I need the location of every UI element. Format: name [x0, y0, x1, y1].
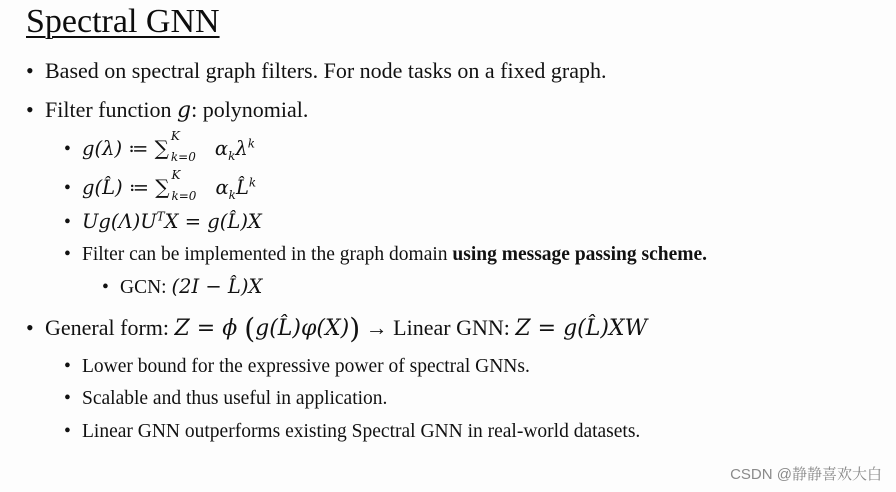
transpose-mark: T — [156, 209, 165, 224]
arrow-linear-gnn: → Linear GNN: — [360, 315, 516, 340]
formula-part-a: Ug(Λ)U — [82, 210, 157, 233]
gcn-formula: (2I − L̂)X — [171, 275, 263, 298]
coef-alpha: α — [215, 176, 229, 199]
sum-lower: k=0 — [171, 189, 197, 203]
formula-lhs: g(λ) ≔ — [82, 137, 155, 160]
bullet-lower-bound — [64, 354, 530, 380]
sum-symbol: ∑ — [155, 175, 170, 199]
bullet-marker: • — [64, 244, 71, 265]
bullet-general-form — [26, 314, 647, 343]
bullet-scalable — [64, 386, 387, 412]
bullet-marker: • — [102, 277, 109, 298]
bullet-marker: • — [64, 212, 71, 233]
bullet-gcn — [102, 274, 262, 301]
big-left-paren: ( — [244, 312, 256, 345]
bullet-marker: • — [64, 356, 71, 377]
bullet-filter-function — [26, 96, 308, 125]
bullet-marker: • — [64, 388, 71, 409]
formula-lhs: g(L̂) ≔ — [82, 176, 156, 199]
sum-upper: K — [171, 168, 181, 182]
bullet-text: Based on spectral graph filters. For node tasks on a fixed graph. — [45, 58, 607, 83]
bullet-marker: • — [64, 139, 71, 160]
bullet-marker: • — [26, 315, 34, 340]
watermark: CSDN @静静喜欢大白 — [730, 466, 882, 483]
bullet-marker: • — [26, 58, 34, 83]
term-exponent: k — [247, 136, 255, 151]
bullet-text: Filter can be implemented in the graph domain — [82, 244, 453, 265]
slide-title: Spectral GNN — [26, 3, 220, 40]
coef-index: k — [228, 148, 236, 163]
bullet-message-passing — [64, 242, 707, 268]
term-exponent: k — [248, 175, 257, 190]
formula-g-lambda — [64, 129, 255, 164]
big-right-paren: ) — [349, 312, 361, 345]
formula-eigendecomposition — [64, 209, 262, 236]
sum-upper: K — [170, 129, 180, 143]
sum-limits — [169, 168, 215, 203]
term-base: λ — [235, 137, 248, 160]
general-form-lhs: Z = ϕ — [174, 316, 245, 341]
bullet-text: Linear GNN outperforms existing Spectral GNN in real-world datasets. — [82, 421, 641, 442]
bullet-marker: • — [64, 421, 71, 442]
math-var-g: g — [176, 98, 192, 123]
coef-alpha: α — [214, 137, 229, 160]
bullet-text: Lower bound for the expressive power of spectral GNNs. — [82, 356, 530, 377]
bullet-text-pre: General form: — [45, 315, 175, 340]
general-form-inner: g(L̂)φ(X) — [255, 316, 350, 341]
sum-limits — [169, 129, 215, 164]
bullet-marker: • — [64, 178, 71, 199]
gcn-label: GCN: — [120, 277, 172, 298]
coef-index: k — [228, 187, 236, 202]
bullet-text-post: : polynomial. — [191, 97, 309, 122]
linear-gnn-formula: Z = g(L̂)XW — [515, 316, 648, 341]
bullet-marker: • — [26, 97, 34, 122]
bullet-text-pre: Filter function — [45, 97, 177, 122]
term-base: L̂ — [235, 176, 249, 199]
bullet-spectral-filters — [26, 57, 606, 85]
sum-symbol: ∑ — [154, 136, 169, 160]
sum-lower: k=0 — [170, 150, 196, 164]
bullet-text: Scalable and thus useful in application. — [82, 388, 388, 409]
bullet-text-bold: using message passing scheme. — [452, 244, 708, 265]
bullet-outperforms — [64, 419, 640, 445]
formula-part-b: X = g(L̂)X — [164, 210, 262, 233]
formula-g-laplacian — [64, 168, 257, 203]
